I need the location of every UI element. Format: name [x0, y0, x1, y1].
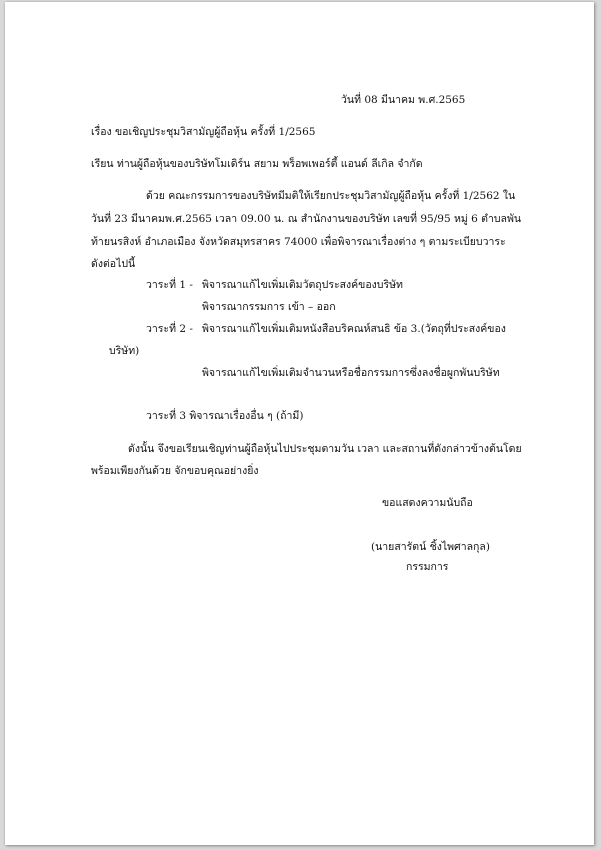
agenda-1-label: วาระที่ 1 - — [146, 279, 193, 291]
regards-line: ขอแสดงความนับถือ — [382, 497, 473, 509]
intro-line: ดังต่อไปนี้ — [91, 258, 136, 270]
agenda-1-item: พิจารณาแก้ไขเพิ่มเติมวัตถุประสงค์ของบริษัท — [202, 279, 403, 291]
intro-line: ท้ายนรสิงห์ อำเภอเมือง จังหวัดสมุทรสาคร 74000 เพื่อพิจารณาเรื่องต่าง ๆ ตามระเบียบวาระ — [91, 236, 506, 248]
document-page — [5, 2, 594, 845]
agenda-1-item: พิจารณากรรมการ เข้า – ออก — [202, 301, 336, 313]
closing-line: พร้อมเพียงกันด้วย จักขอบคุณอย่างยิ่ง — [91, 465, 259, 477]
agenda-3-label: วาระที่ 3 พิจารณาเรื่องอื่น ๆ (ถ้ามี) — [146, 410, 304, 422]
intro-line: ด้วย คณะกรรมการของบริษัทมีมติให้เรียกประชุมวิสามัญผู้ถือหุ้น ครั้งที่ 1/2562 ใน — [146, 190, 516, 202]
agenda-2-item: พิจารณาแก้ไขเพิ่มเติมจำนวนหรือชื่อกรรมการซึ่งลงชื่อผูกพันบริษัท — [202, 367, 500, 379]
signer-name: (นายสารัตน์ ชิ้งไพศาลกุล) — [371, 541, 490, 553]
intro-line: วันที่ 23 มีนาคมพ.ศ.2565 เวลา 09.00 น. ณ สำนักงานของบริษัท เลขที่ 95/95 หมู่ 6 ตำบลพัน — [91, 213, 522, 225]
addressee-line: เรียน ท่านผู้ถือหุ้นของบริษัทโมเดิร์น สยาม พร็อพเพอร์ตี้ แอนด์ ลีเกิล จำกัด — [91, 158, 423, 170]
closing-line: ดังนั้น จึงขอเรียนเชิญท่านผู้ถือหุ้นไปประชุมตามวัน เวลา และสถานที่ดังกล่าวข้างต้นโดย — [128, 443, 522, 455]
agenda-2-item: พิจารณาแก้ไขเพิ่มเติมหนังสือบริคณห์สนธิ ข้อ 3.(วัตถุที่ประสงค์ของ — [202, 323, 506, 335]
agenda-2-label: วาระที่ 2 - — [146, 323, 193, 335]
agenda-2-item-wrap: บริษัท) — [109, 345, 140, 357]
signer-title: กรรมการ — [406, 561, 449, 573]
date-line: วันที่ 08 มีนาคม พ.ศ.2565 — [341, 94, 466, 106]
subject-line: เรื่อง ขอเชิญประชุมวิสามัญผู้ถือหุ้น ครั้งที่ 1/2565 — [91, 126, 316, 138]
